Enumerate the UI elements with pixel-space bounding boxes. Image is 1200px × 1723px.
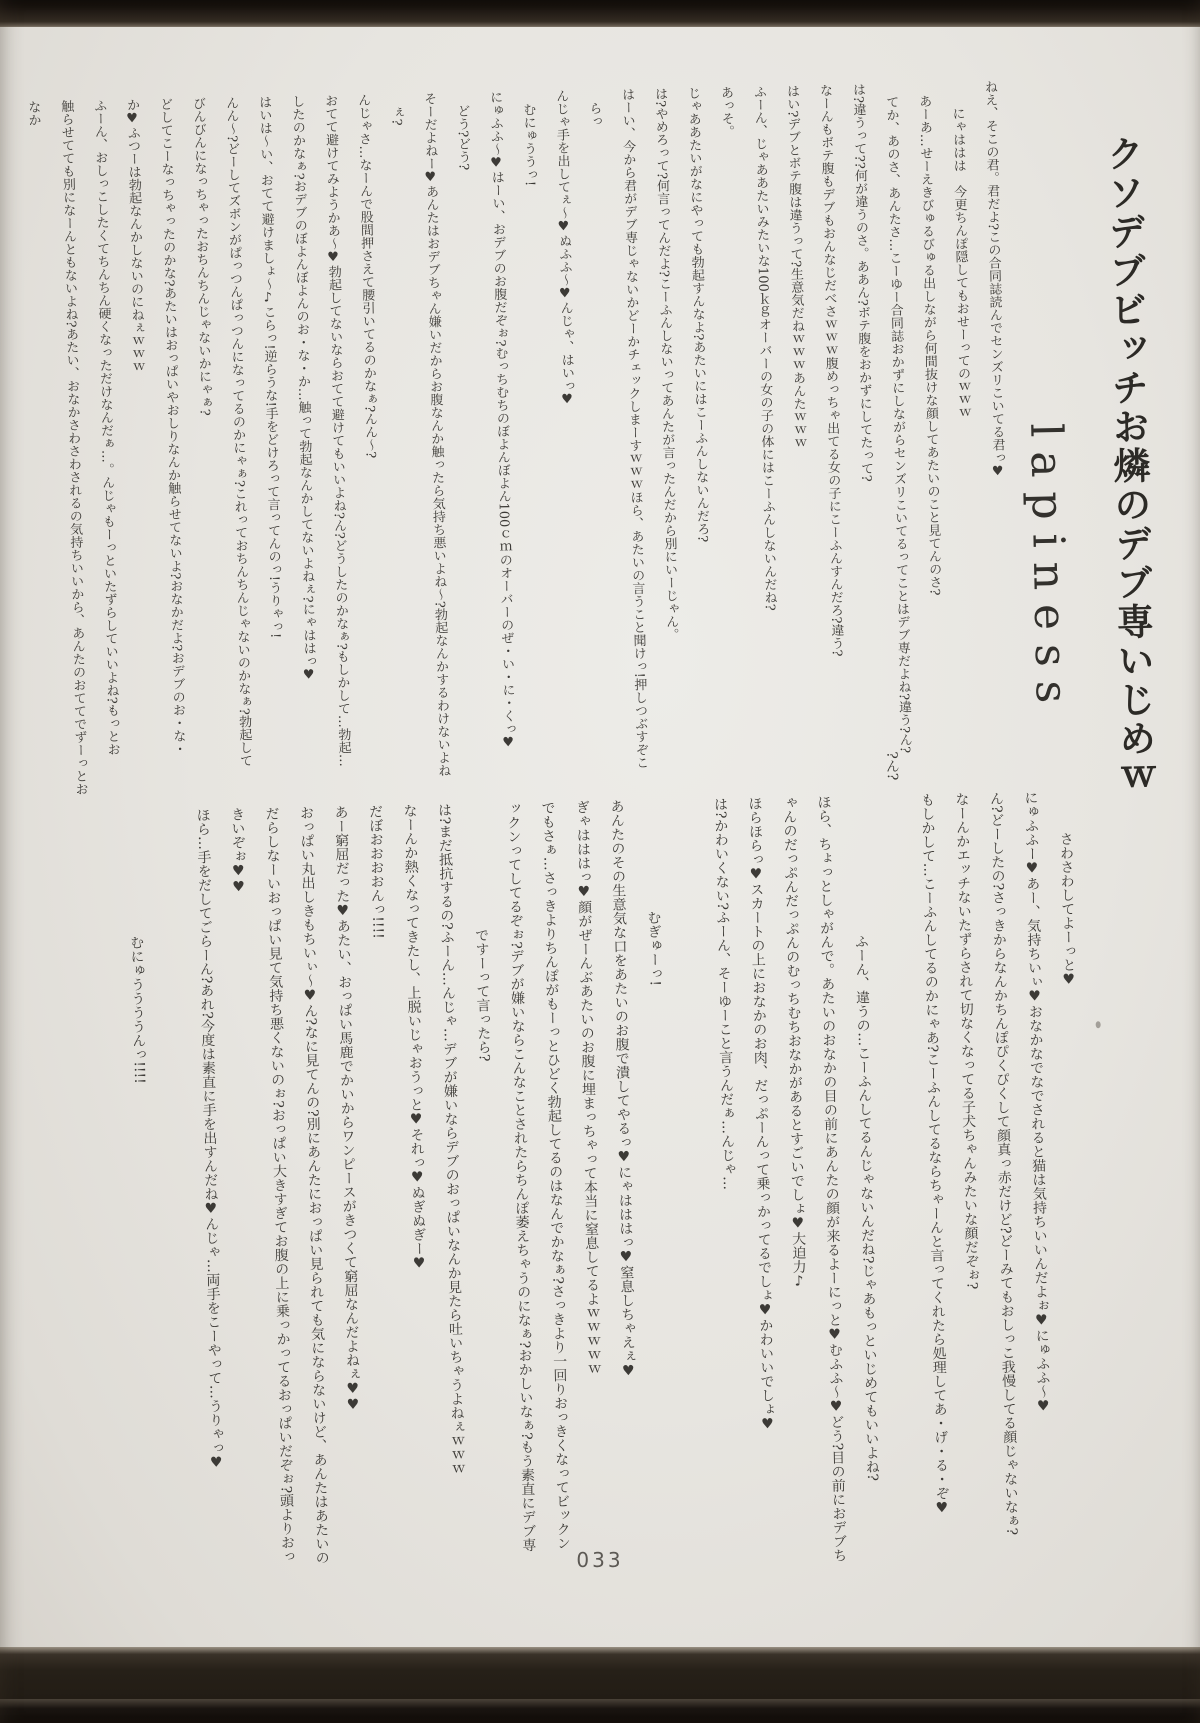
text-column: もしかして…こーふんしてるのかにゃあ?こーふんしてるならちゃーんと言ってくれたら処理してあ・げ・る・ぞ♥ <box>918 792 950 1517</box>
text-column: さわさわしてよーっと♥ <box>1057 831 1077 988</box>
text-column: ックンってしてるぞぉ?デブが嫌いならこんなことされたらちんぽ萎えちゃうのになぁ?おかしいなぁ?もう素直にデブ専 <box>504 801 537 1552</box>
dialogue-block-lower <box>115 747 1099 1617</box>
page-number: 033 <box>576 1548 624 1572</box>
text-column: ほら、ちょっとしゃがんで。あたいのおなかの目の前にあんたの顔が来るよーにっと♥むふふ～♥どう?目の前におデブち <box>815 794 848 1563</box>
text-column: はいは～い、おてて避けましょ～♪こらっ!逆らうな!手をどけろって言ってんのっ!うりゃっ! <box>256 95 283 639</box>
text-column: おてて避けてみようかあ～♥勃起してないならおてて避けてもいいよね?ん?どうしたのかなぁ?もしかして…勃起… <box>322 93 352 768</box>
text-column: ほらほらっ♥スカートの上におなかのお肉、だっぷーんって乗っかってるでしょ♥かわいいでしょ♥ <box>746 796 776 1433</box>
text-column: ふーん、違うの…こーふんしてるんじゃないんだね?じゃあもっといじめてもいいよね? <box>852 933 881 1482</box>
text-column: むにゅううううんっ!!!! <box>128 935 148 1084</box>
ink-speck <box>1096 1021 1101 1028</box>
text-column: は?違うって??何が違うのさ。ああん?ボテ腹をおかずにしてたって? <box>849 82 874 482</box>
text-column: そーだよねー♥あんたはおデブちゃん嫌いだからお腹なんか触ったら気持ち悪いよね～?勃起なんかするわけないよね <box>421 91 451 778</box>
text-column: むにゅううっ! <box>520 102 537 187</box>
text-column: んん～?どーしてズボンがぱっつんぱっつんになってるのかにゃぁ?これっておちんちんじゃないのかなぁ?勃起して <box>223 96 253 768</box>
text-column: は?まだ抵抗するの?ふーん…んじゃ…デブが嫌いならデブのおっぱいなんか見たら吐いちゃうよねぇｗｗｗ <box>435 802 466 1476</box>
text-column: ゃんのだっぷんだっぷんのむっちむちおなかがあるとすごいでしょ♥大迫力♪ <box>780 795 808 1290</box>
text-column: だらしなーいおっぱい見て気持ち悪くないのぉ?おっぱい大きすぎてお腹の上に乗っかってるおっぱいだぞぉ?頭よりおっ <box>263 806 296 1564</box>
text-column: ふーん、じゃああたいみたいな100ｋｇオーバーの女の子の体にはこーふんしないんだね? <box>750 84 777 611</box>
text-column: ?ん? <box>883 751 901 781</box>
text-column: ですーって言ったら? <box>473 927 492 1062</box>
text-column: なーんか熱くなってきたし、上脱いじゃおうっと♥それっ♥ぬぎぬぎー♥ <box>401 803 428 1272</box>
text-column: ぇ? <box>388 105 404 126</box>
author-credit: lapiness <box>1020 422 1078 718</box>
text-column: ふーん、おしっこしたくてちんちん硬くなっただけなんだぁ…。んじゃもーっといたずらしていいよね?もっとお <box>91 98 120 756</box>
text-column: あんたのその生意気な口をあたいのお腹で潰してやるっ♥にゃはははっ♥窒息しちゃえぇ♥ <box>608 799 637 1380</box>
page-title: クソデブビッチお燐のデブ専いじめｗ <box>1100 134 1158 798</box>
text-column: んじゃさ…なーんで股間押さえて腰引いてるのかなぁ?んん～? <box>355 93 378 459</box>
text-column: むぎゅーっ! <box>645 910 663 987</box>
text-column: にゃははは 今更ちんぽ隠してもおせーってのｗｗｗ <box>949 106 971 420</box>
text-column: は?やめろって?何言ってんだよ?こーふんしないってあんたが言ったんだから別にいーじゃん。 <box>651 87 679 642</box>
text-column: ほら…手をだしてごらーん?あれ?今度は素直に手を出すんだね♥んじゃ…両手をこーやって…うりゃっ♥ <box>194 807 225 1471</box>
text-column: んじゃ手を出してぇ～♥ぬふふ～♥んじゃ、はいっ♥ <box>552 89 575 408</box>
text-column: ぎゃはははっ♥顔がぜーんぶあたいのお腹に埋まっちゃって本当に窒息してるよｗｗｗｗｗ <box>573 799 602 1376</box>
text-column: したのかなぁ?おデブのぼよんぼよんのお・な・か…触って勃起なんかしてないよねぇ?にゃははっ♥ <box>289 94 317 683</box>
text-column: か♥ふつーは勃起なんかしないのにねぇｗｗｗ <box>124 98 145 374</box>
text-column: なーんもボテ腹もデブもおんなじだべさｗｗｗ腹めっちゃ出てる女の子にこーふんすんだろ?違う? <box>816 83 844 657</box>
text-column: きいぞぉ♥♥ <box>228 807 247 896</box>
text-column: はい?デブとボテ腹は違うって?生意気だねｗｗｗあんたｗｗｗ <box>783 84 807 450</box>
text-column: あーあ…せーえきびゅるびゅる出しながら何間抜けな顔してあたいのこと見てんのさ? <box>916 94 942 596</box>
text-column: はーい、今から君がデブ専じゃないかどーかチェックしまーすｗｗｗほら、あたいの言うこと聞けっ!押しつぶすぞこ <box>618 87 649 770</box>
text-column: ん?どーしたの?さっきからなんかちんぽぴくぴくして顔真っ赤だけど?どーみてもおしっこ我慢してる顔じゃないなぁ? <box>987 791 1020 1536</box>
text-column: は?かわいくない?ふーん、そーゆーこと言うんだぁ…んじゃ… <box>711 796 737 1191</box>
scan-edge-bottom-bar-lower <box>0 1699 1200 1723</box>
text-column: らっ <box>586 101 602 128</box>
scan-edge-bottom-bar-upper <box>0 1647 1200 1699</box>
text-column: びんびんになっちゃったおちんちんじゃないかにゃぁ? <box>190 96 212 416</box>
text-column: どう?どう? <box>454 104 471 171</box>
text-column: にゅふふ～♥はーい、おデブのお腹だぞぉ?むっちむちのぼよんぼよん100ｃｍのオーバーのぜ・い・に・くっ♥ <box>486 90 516 751</box>
text-column: にゅふふー♥あー、気持ちいぃ♥おなかなでなでされると猫は気持ちいいんだよぉ♥にゅふふ～♥ <box>1022 790 1052 1415</box>
text-column: てか、あのさ、あんたさ…こーゆー合同誌おかずにしながらセンズリこいてるってことはデブ専だよね?違う?ん? <box>883 95 912 754</box>
text-column: あー窮屈だった♥あたい、おっぱい馬鹿でかいからワンピースがきつくて窮屈なんだよねぇ♥♥ <box>332 804 362 1414</box>
text-column: でもさぁ…さっきよりちんぽがもーっとひどく勃起してるのはなんでかなぁ?さっきより一回りおっきくなってビックン <box>539 800 572 1551</box>
text-column: どしてこーなっちゃったのかな?あたいはおっぱいやおしりなんか触らせてないよ?おなかだよ?おデブのお・な・ <box>157 97 186 756</box>
text-column: じゃああたいがなにやっても勃起すんなよ?あたいにはこーふんしないんだろ? <box>684 86 710 543</box>
text-column: ねえ、そこの君。君だよ?この合同誌読んでセンズリこいてる君っ♥ <box>981 80 1006 480</box>
text-column: あっそ。 <box>717 85 735 138</box>
text-column: だぼおおおおんっ!!!! <box>366 804 386 939</box>
dialogue-block-upper <box>16 80 1020 801</box>
text-column: なーんかエッチないたずらされて切なくなってる子犬ちゃんみたいな顔だぞぉ? <box>953 791 980 1290</box>
text-column: おっぱい丸出しきもちいぃ～♥ん?なに見てんの?別にあんたにおっぱい見られても気にならないけど、あんたはあたいの <box>297 805 330 1565</box>
text-column: 触らせてても別になーんともないよね?あたい、おなかさわさわされるの気持ちいいから、あんたのおててでずーっとおなか <box>25 99 88 796</box>
